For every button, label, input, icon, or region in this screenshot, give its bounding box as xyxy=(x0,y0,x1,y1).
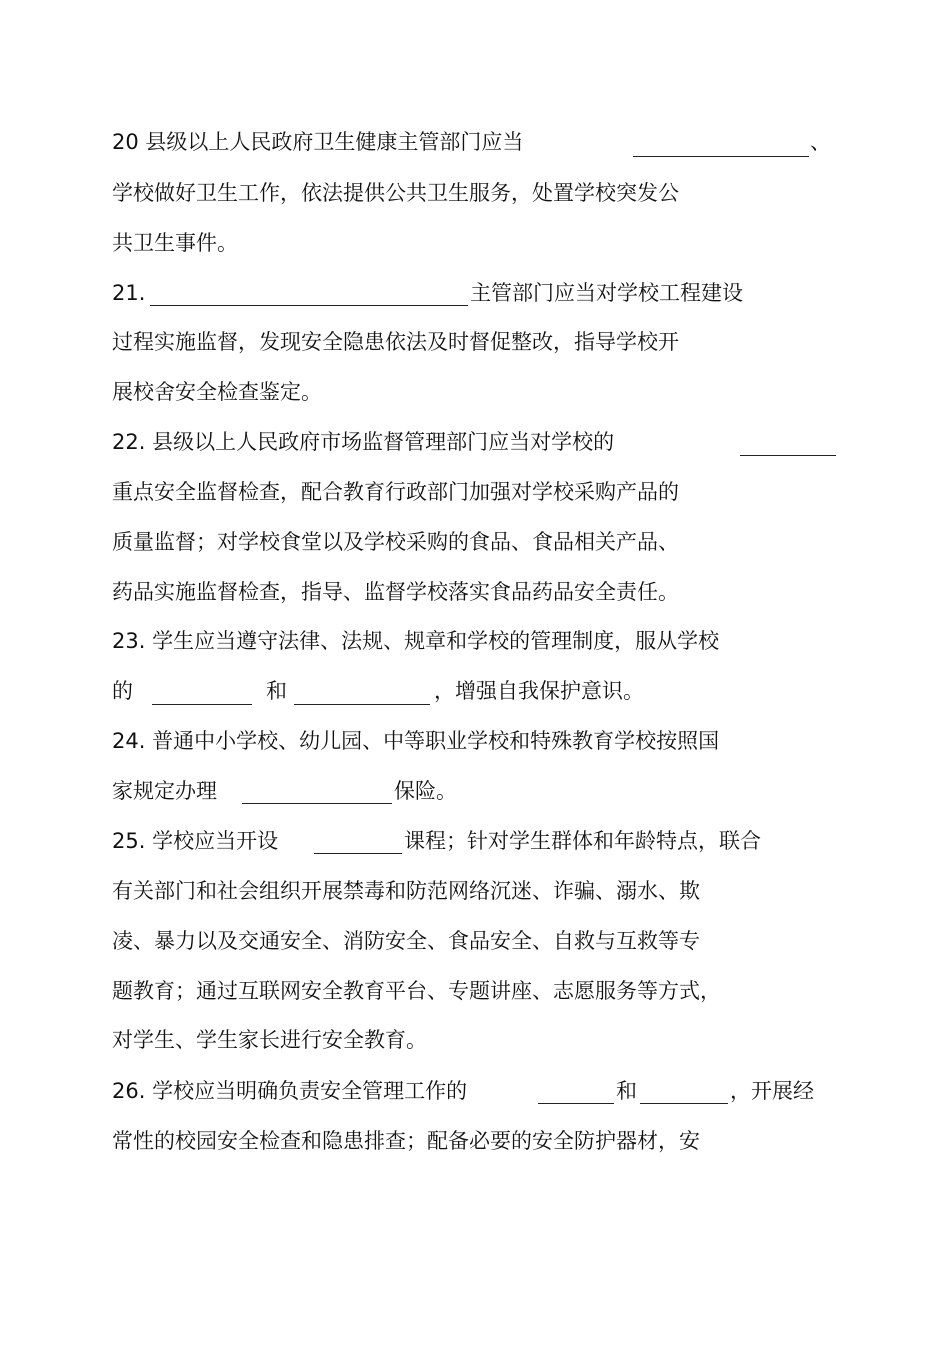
q21-number: 21. xyxy=(112,281,146,305)
q26-line1-and: 和 xyxy=(616,1079,637,1103)
q21-answer-blank[interactable] xyxy=(150,305,468,306)
q25-answer-blank[interactable] xyxy=(314,853,402,854)
q24-answer-blank[interactable] xyxy=(242,803,392,804)
q26-line1-text: 26. 学校应当明确负责安全管理工作的 xyxy=(112,1079,468,1103)
q22-line2: 重点安全监督检查，配合教育行政部门加强对学校采购产品的 xyxy=(112,480,679,504)
q25-line2: 有关部门和社会组织开展禁毒和防范网络沉迷、诈骗、溺水、欺 xyxy=(112,879,700,903)
q20-line2: 学校做好卫生工作，依法提供公共卫生服务，处置学校突发公 xyxy=(112,181,679,205)
q25-line3: 凌、暴力以及交通安全、消防安全、食品安全、自救与互救等专 xyxy=(112,929,700,953)
q23-line2-prefix: 的 xyxy=(112,679,133,703)
q22-line1-text: 22. 县级以上人民政府市场监督管理部门应当对学校的 xyxy=(112,430,615,454)
q26-answer-blank-2[interactable] xyxy=(640,1103,728,1104)
q24-line2-prefix: 家规定办理 xyxy=(112,779,217,803)
q23-answer-blank-2[interactable] xyxy=(294,704,430,705)
q26-answer-blank-1[interactable] xyxy=(538,1103,614,1104)
q23-answer-blank-1[interactable] xyxy=(152,704,252,705)
q21-line3: 展校舍安全检查鉴定。 xyxy=(112,380,322,404)
q25-line1-tail: 课程；针对学生群体和年龄特点，联合 xyxy=(404,829,761,853)
q26-line1-tail: ，开展经 xyxy=(730,1079,814,1103)
q25-line1-text: 25. 学校应当开设 xyxy=(112,829,279,853)
q22-line3: 质量监督；对学校食堂以及学校采购的食品、食品相关产品、 xyxy=(112,530,679,554)
q22-answer-blank[interactable] xyxy=(740,455,836,456)
q22-line4: 药品实施监督检查，指导、监督学校落实食品药品安全责任。 xyxy=(112,580,679,604)
q20-line1-text: 20 县级以上人民政府卫生健康主管部门应当 xyxy=(112,130,524,154)
q23-line2-tail: ，增强自我保护意识。 xyxy=(434,679,644,703)
q25-line5: 对学生、学生家长进行安全教育。 xyxy=(112,1028,427,1052)
q20-line1-tail: 、 xyxy=(810,130,831,154)
q24-line2-tail: 保险。 xyxy=(394,779,457,803)
q26-line2: 常性的校园安全检查和隐患排查；配备必要的安全防护器材，安 xyxy=(112,1129,700,1153)
q20-line3: 共卫生事件。 xyxy=(112,231,238,255)
q25-line4: 题教育；通过互联网安全教育平台、专题讲座、志愿服务等方式， xyxy=(112,979,721,1003)
q23-line1: 23. 学生应当遵守法律、法规、规章和学校的管理制度，服从学校 xyxy=(112,629,720,653)
q20-answer-blank[interactable] xyxy=(633,156,809,157)
q21-line1-text: 主管部门应当对学校工程建设 xyxy=(470,281,743,305)
q24-line1: 24. 普通中小学校、幼儿园、中等职业学校和特殊教育学校按照国 xyxy=(112,729,720,753)
q23-line2-and: 和 xyxy=(266,679,287,703)
q21-line2: 过程实施监督，发现安全隐患依法及时督促整改，指导学校开 xyxy=(112,330,679,354)
